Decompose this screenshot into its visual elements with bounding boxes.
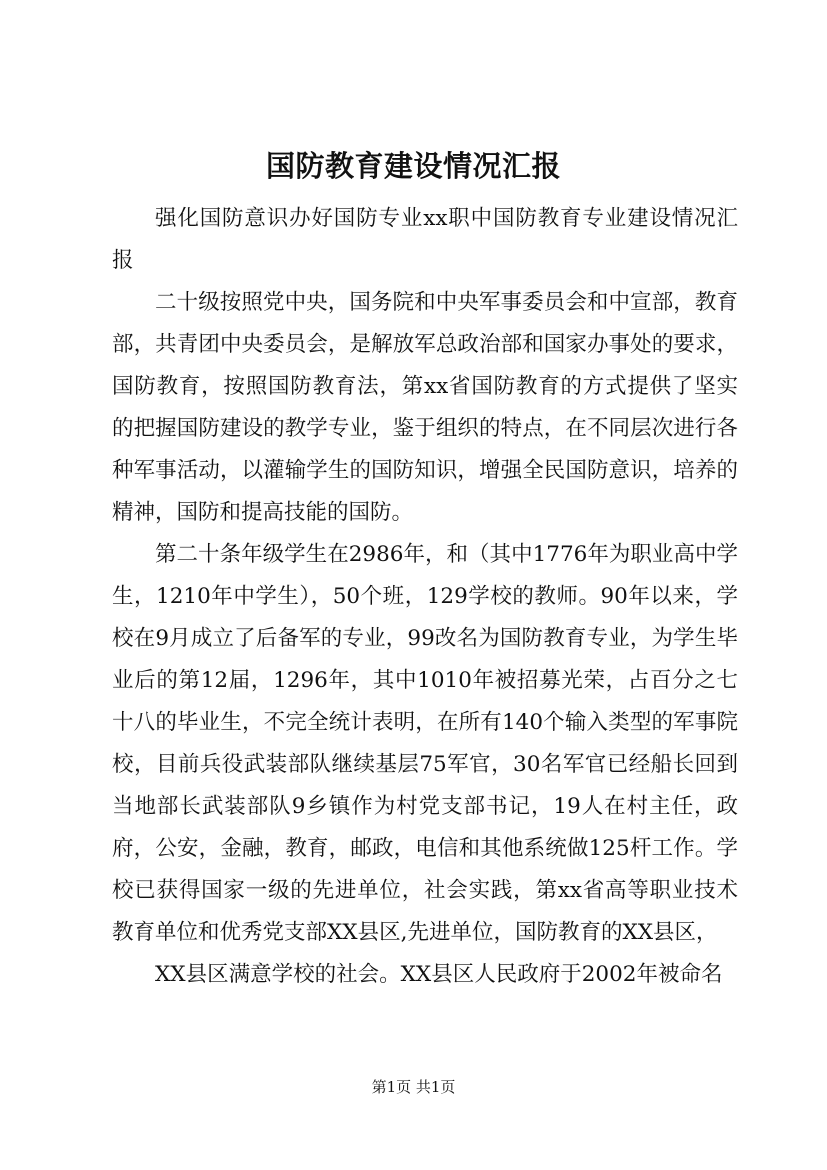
paragraph-2: 第二十条年级学生在2986年，和（其中1776年为职业高中学生，1210年中学生），50个班，129学校的教师。90年以来，学校在9月成立了后备军的专业，99改名为国防教育专业，为学生毕业后的第12届，1296年，其中1010年被招募光荣，占百分之七十八的毕业生，不完全统计表明，在所有140个输入类型的军事院校，目前兵役武装部队继续基层75军官，30名军官已经船长回到当地部长武装部队9乡镇作为村党支部书记，19人在村主任，政府，公安，金融，教育，邮政，电信和其他系统做125杆工作。学校已获得国家一级的先进单位，社会实践，第xx省高等职业技术教育单位和优秀党支部XX县区,先进单位，国防教育的XX县区，	[112, 542, 738, 945]
document-body	[112, 198, 738, 996]
paragraph-subtitle: 强化国防意识办好国防专业xx职中国防教育专业建设情况汇报	[112, 206, 738, 273]
paragraph-1: 二十级按照党中央，国务院和中央军事委员会和中宣部，教育部，共青团中央委员会，是解放军总政治部和国家办事处的要求，国防教育，按照国防教育法，第xx省国防教育的方式提供了坚实的把握国防建设的教学专业，鉴于组织的特点，在不同层次进行各种军事活动，以灌输学生的国防知识，增强全民国防意识，培养的精神，国防和提高技能的国防。	[112, 290, 738, 525]
document-title: 国防教育建设情况汇报	[265, 149, 561, 183]
paragraph-3: XX县区满意学校的社会。XX县区人民政府于2002年被命名	[155, 962, 723, 987]
page-footer: 第1页 共1页	[371, 1078, 456, 1096]
